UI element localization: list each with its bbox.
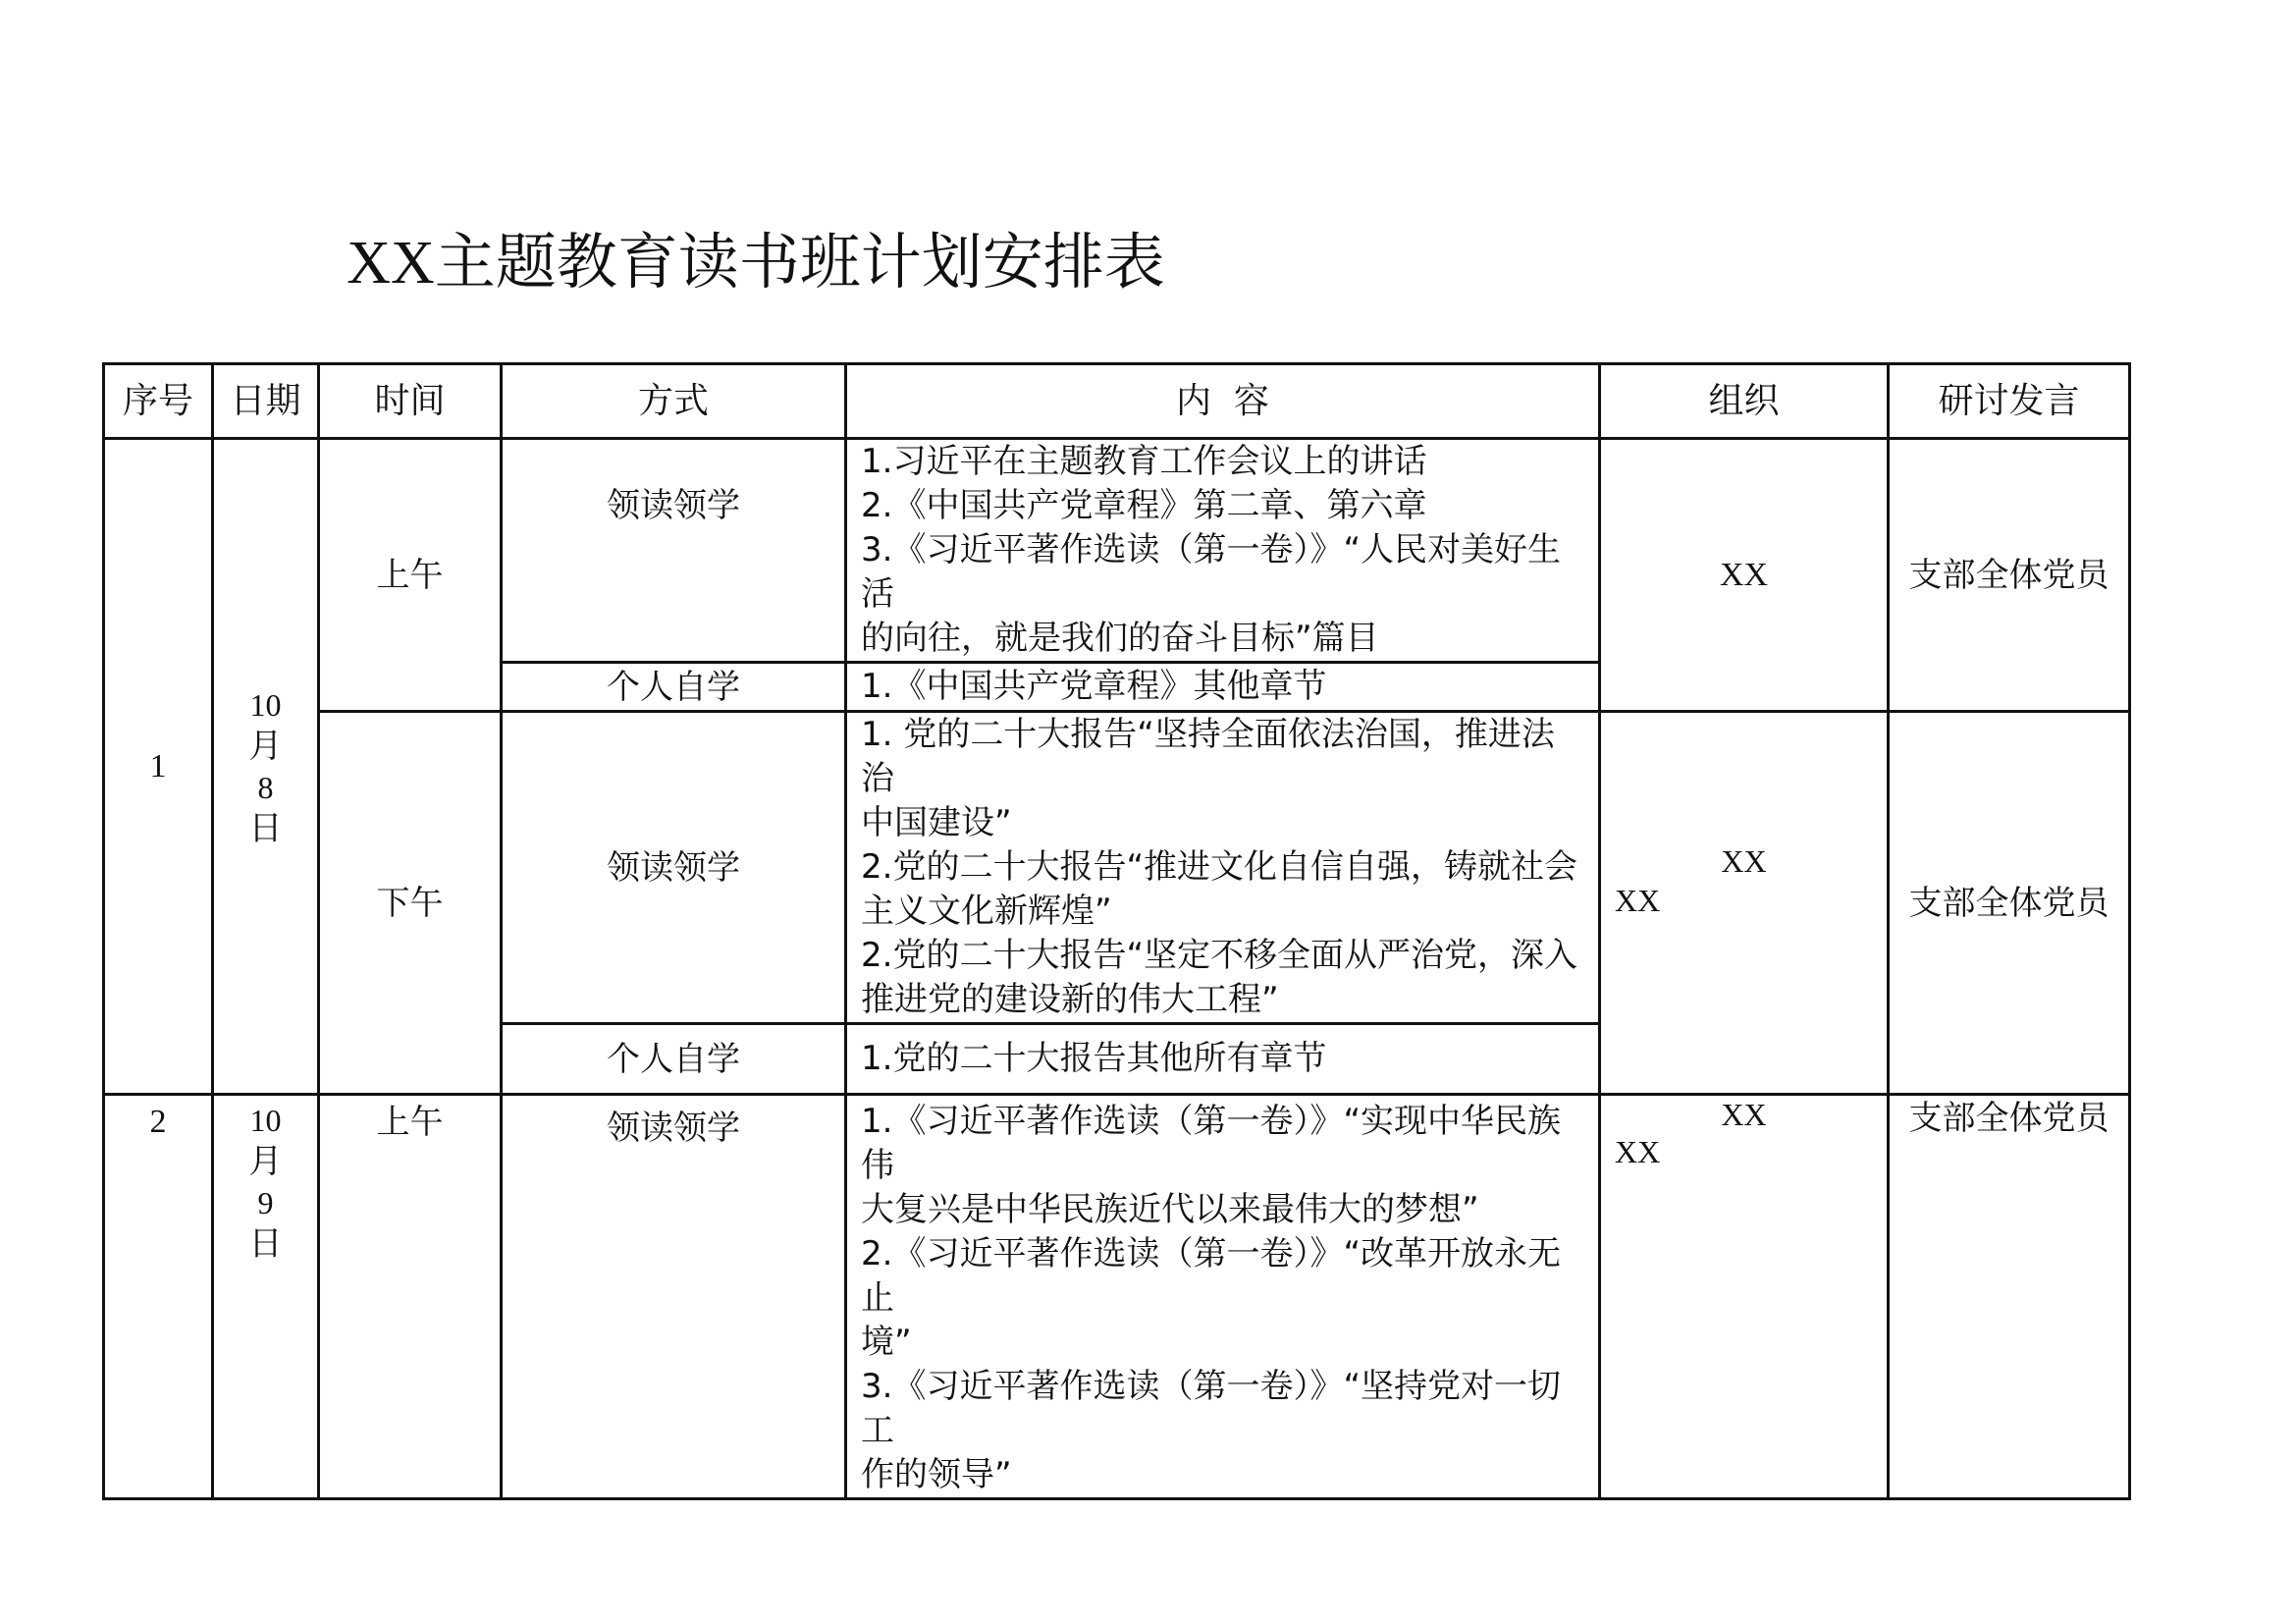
mode-cell: 个人自学 <box>502 1024 846 1095</box>
content-line: 推进党的建设新的伟大工程” <box>861 980 1279 1019</box>
mode-cell: 领读领学 <box>502 712 846 1024</box>
title-prefix: XX <box>347 230 435 297</box>
table-row <box>104 712 2130 1024</box>
content-line: 大复兴是中华民族近代以来最伟大的梦想” <box>861 1190 1479 1229</box>
header-seq: 序号 <box>104 364 213 439</box>
org-cell <box>1600 1095 1889 1499</box>
date-stack <box>214 684 317 849</box>
speech-cell: 支部全体党员 <box>1889 439 2130 712</box>
header-row <box>104 364 2130 439</box>
org-cell: XX <box>1600 439 1889 712</box>
content-line: 主义文化新辉煌” <box>861 892 1112 931</box>
content-line: 作的领导” <box>861 1455 1012 1494</box>
mode-cell: 领读领学 <box>502 439 846 663</box>
mode-cell: 领读领学 <box>502 1095 846 1499</box>
content-line: 1. 党的二十大报告“坚持全面依法治国，推进法治 <box>861 715 1555 798</box>
org-name: XX <box>1721 843 1767 879</box>
content-cell <box>846 663 1600 712</box>
content-line: 1.党的二十大报告其他所有章节 <box>861 1039 1327 1078</box>
content-cell <box>846 1095 1600 1499</box>
content-line: 境” <box>861 1323 912 1362</box>
schedule-table <box>102 362 2131 1500</box>
date-day-num: 8 <box>257 769 274 805</box>
org-pair <box>1601 1096 1887 1400</box>
date-month-num: 10 <box>249 1103 282 1138</box>
date-day-char: 日 <box>248 1224 283 1264</box>
header-mode: 方式 <box>502 364 846 439</box>
date-month-char: 月 <box>248 726 283 766</box>
speech-cell: 支部全体党员 <box>1889 712 2130 1095</box>
date-day-num: 9 <box>257 1185 274 1220</box>
date-cell <box>213 1095 319 1499</box>
seq-cell: 1 <box>104 439 213 1095</box>
header-speech: 研讨发言 <box>1889 364 2130 439</box>
content-line: 的向往，就是我们的奋斗目标”篇目 <box>861 619 1379 658</box>
content-line: 3.《习近平著作选读（第一卷）》“坚持党对一切工 <box>861 1367 1562 1450</box>
org-pair <box>1601 713 1887 1047</box>
time-cell: 下午 <box>319 712 502 1095</box>
content-line: 中国建设” <box>861 803 1012 842</box>
mode-cell: 个人自学 <box>502 663 846 712</box>
content-cell <box>846 439 1600 663</box>
org-name-extra: XX <box>1615 1134 1661 1169</box>
seq-cell: 2 <box>104 1095 213 1499</box>
header-org: 组织 <box>1600 364 1889 439</box>
page-title <box>0 218 1512 307</box>
speech-cell: 支部全体党员 <box>1889 1095 2130 1499</box>
time-cell: 上午 <box>319 1095 502 1499</box>
date-month-num: 10 <box>249 686 282 723</box>
org-name-extra: XX <box>1615 883 1661 918</box>
content-line: 2.党的二十大报告“推进文化自信自强，铸就社会 <box>861 847 1578 887</box>
content-cell <box>846 712 1600 1024</box>
content-line: 3.《习近平著作选读（第一卷）》“人民对美好生活 <box>861 530 1562 614</box>
header-time: 时间 <box>319 364 502 439</box>
content-line: 1.习近平在主题教育工作会议上的讲话 <box>861 442 1427 481</box>
table-row <box>104 439 2130 663</box>
date-stack <box>214 1100 317 1265</box>
content-cell <box>846 1024 1600 1095</box>
date-day-char: 日 <box>248 808 283 848</box>
org-cell <box>1600 712 1889 1095</box>
content-line: 2.《中国共产党章程》第二章、第六章 <box>861 486 1427 525</box>
date-month-char: 月 <box>248 1142 283 1181</box>
title-text: 主题教育读书班计划安排表 <box>434 226 1165 298</box>
table-row <box>104 1095 2130 1499</box>
date-cell <box>213 439 319 1095</box>
time-cell: 上午 <box>319 439 502 712</box>
content-line: 1.《习近平著作选读（第一卷）》“实现中华民族伟 <box>861 1102 1562 1185</box>
org-name: XX <box>1721 1097 1767 1132</box>
content-line: 2.党的二十大报告“坚定不移全面从严治党，深入 <box>861 936 1578 975</box>
content-line: 2.《习近平著作选读（第一卷）》“改革开放永无止 <box>861 1234 1562 1318</box>
content-line: 1.《中国共产党章程》其他章节 <box>861 667 1327 706</box>
header-date: 日期 <box>213 364 319 439</box>
header-content: 内 容 <box>846 364 1600 439</box>
